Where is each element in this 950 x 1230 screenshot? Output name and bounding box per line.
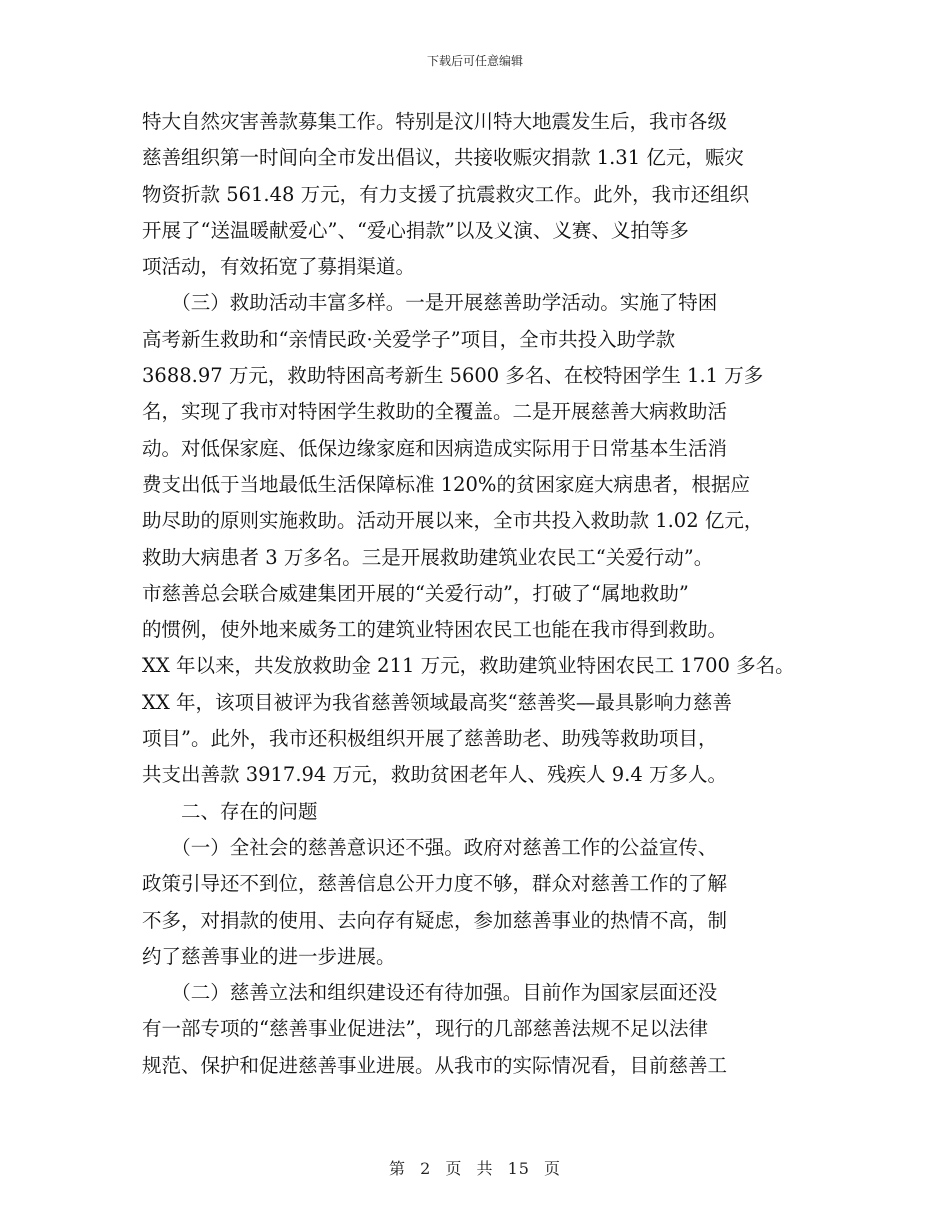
body-line: 市慈善总会联合威建集团开展的“关爱行动”，打破了“属地救助”	[142, 581, 689, 605]
body-line: 名，实现了我市对特困学生救助的全覆盖。二是开展慈善大病救助活	[142, 400, 728, 424]
page-label-prefix: 第	[388, 1159, 406, 1178]
body-line: 不多，对捐款的使用、去向存有疑虑，参加慈善事业的热情不高，制	[142, 908, 728, 932]
section-heading: 二、存在的问题	[142, 799, 318, 823]
page-label-total-prefix: 共	[476, 1159, 494, 1178]
body-line: 3688.97 万元，救助特困高考新生 5600 多名、在校特困学生 1.1 万多	[142, 364, 764, 388]
body-line: 项活动，有效拓宽了募捐渠道。	[142, 255, 416, 279]
body-line: 共支出善款 3917.94 万元，救助贫困老年人、残疾人 9.4 万多人。	[142, 763, 727, 787]
body-line: 动。对低保家庭、低保边缘家庭和因病造成实际用于日常基本生活消	[142, 436, 728, 460]
body-line: （三）救助活动丰富多样。一是开展慈善助学活动。实施了特困	[142, 291, 718, 315]
page-header: 下载后可任意编辑	[426, 54, 523, 68]
body-line: 慈善组织第一时间向全市发出倡议，共接收赈灾捐款 1.31 亿元，赈灾	[142, 146, 744, 170]
page-label-suffix: 页	[544, 1159, 562, 1178]
body-line: 高考新生救助和“亲情民政·关爱学子”项目，全市共投入助学款	[142, 327, 676, 351]
page-number: 2	[420, 1159, 432, 1178]
body-line: XX 年，该项目被评为我省慈善领域最高奖“慈善奖—最具影响力慈善	[142, 690, 732, 714]
page-footer	[0, 1156, 950, 1179]
body-line: 有一部专项的“慈善事业促进法”，现行的几部慈善法规不足以法律	[142, 1017, 708, 1041]
body-line: 救助大病患者 3 万多名。三是开展救助建筑业农民工“关爱行动”。	[142, 545, 714, 569]
body-line: 的惯例，使外地来威务工的建筑业特困农民工也能在我市得到救助。	[142, 618, 728, 642]
body-line: 物资折款 561.48 万元，有力支援了抗震救灾工作。此外，我市还组织	[142, 182, 750, 206]
body-line: 特大自然灾害善款募集工作。特别是汶川特大地震发生后，我市各级	[142, 110, 728, 133]
body-line: 项目”。此外，我市还积极组织开展了慈善助老、助残等救助项目，	[142, 727, 718, 751]
page-label-mid: 页	[445, 1159, 463, 1178]
body-line: （二）慈善立法和组织建设还有待加强。目前作为国家层面还没	[142, 981, 718, 1005]
body-line: 费支出低于当地最低生活保障标准 120%的贫困家庭大病患者，根据应	[142, 472, 750, 496]
body-line: （一）全社会的慈善意识还不强。政府对慈善工作的公益宣传、	[142, 835, 718, 859]
body-line: 助尽助的原则实施救助。活动开展以来，全市共投入救助款 1.02 亿元，	[142, 509, 764, 533]
body-line: XX 年以来，共发放救助金 211 万元，救助建筑业特困农民工 1700 多名。	[142, 654, 795, 678]
body-line: 开展了“送温暖献爱心”、“爱心捐款”以及义演、义赛、义拍等多	[142, 218, 689, 242]
body-line: 约了慈善事业的进一步进展。	[142, 944, 396, 968]
page-total: 15	[507, 1159, 530, 1178]
document-body	[142, 104, 822, 1084]
body-line: 政策引导还不到位，慈善信息公开力度不够，群众对慈善工作的了解	[142, 872, 728, 896]
body-line: 规范、保护和促进慈善事业进展。从我市的实际情况看，目前慈善工	[142, 1053, 728, 1077]
